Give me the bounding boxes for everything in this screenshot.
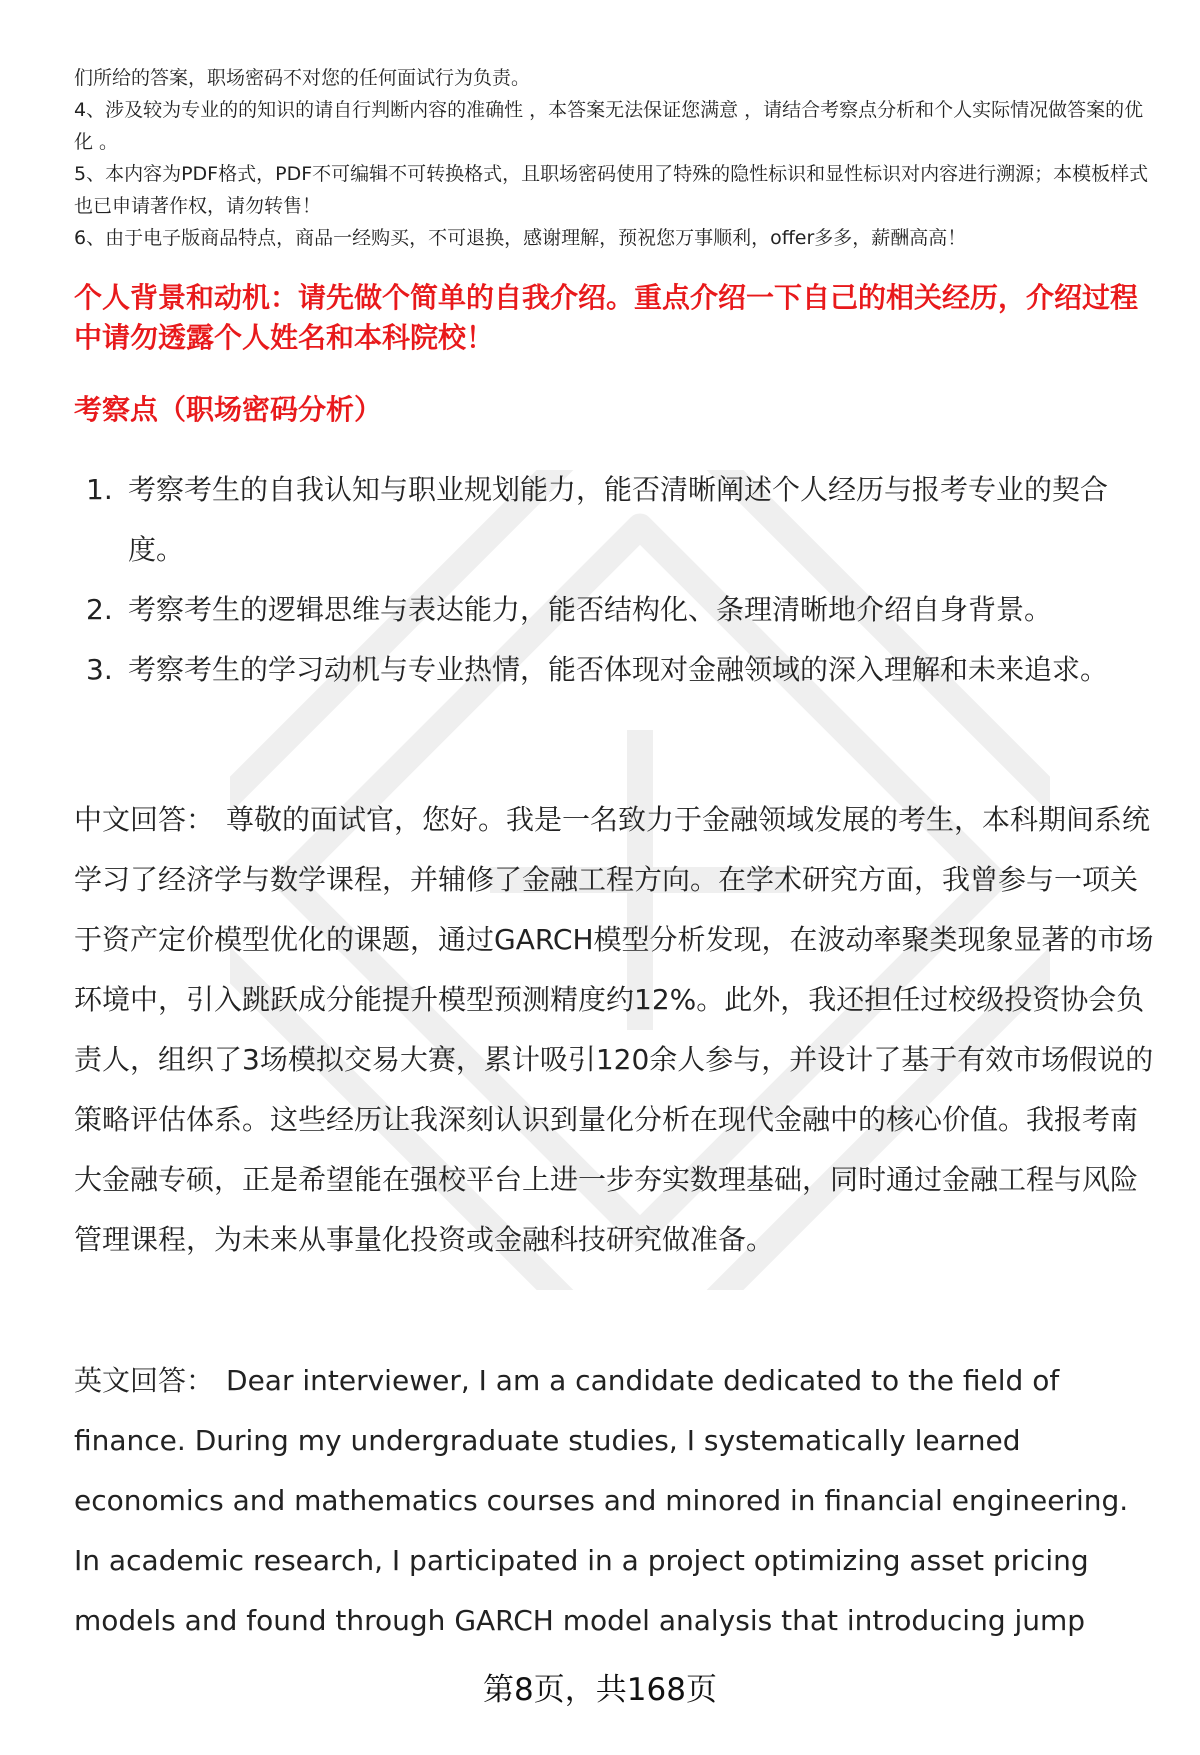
chinese-answer-text: 尊敬的面试官，您好。我是一名致力于金融领域发展的考生，本科期间系统学习了经济学与数学课程，并辅修了金融工程方向。在学术研究方面，我曾参与一项关于资产定价模型优化的课题，通过GARCH模型分析发现，在波动率聚类现象显著的市场环境中，引入跳跃成分能提升模型预测精度约12%。此外，我还担任过校级投资协会负责人，组织了3场模拟交易大赛，累计吸引120余人参与，并设计了基于有效市场假说的策略评估体系。这些经历让我深刻认识到量化分析在现代金融中的核心价值。我报考南大金融专硕，正是希望能在强校平台上进一步夯实数理基础，同时通过金融工程与风险管理课程，为未来从事量化投资或金融科技研究做准备。: [74, 803, 1154, 1256]
point-number: 2.: [86, 593, 113, 626]
point-number: 1.: [86, 473, 113, 506]
note-line: 4、涉及较为专业的的知识的请自行判断内容的准确性 ，本答案无法保证您满意 ，请结合考察点分析和个人实际情况做答案的优化 。: [74, 99, 1144, 153]
note-line: 5、本内容为PDF格式，PDF不可编辑不可转换格式，且职场密码使用了特殊的隐性标识和显性标识对内容进行溯源；本模板样式也已申请著作权，请勿转售！: [74, 163, 1149, 217]
note-line: 们所给的答案，职场密码不对您的任何面试行为负责。: [74, 67, 531, 89]
analysis-point: [74, 580, 1154, 640]
page-number-footer: 第8页，共168页: [483, 1672, 717, 1708]
chinese-answer-label: 中文回答：: [74, 803, 215, 836]
point-text: 考察考生的逻辑思维与表达能力，能否结构化、条理清晰地介绍自身背景。: [128, 593, 1053, 626]
analysis-title: 考察点（职场密码分析）: [74, 393, 383, 426]
analysis-point: [74, 640, 1154, 700]
interview-question: 个人背景和动机：请先做个简单的自我介绍。重点介绍一下自己的相关经历，介绍过程中请勿透露个人姓名和本科院校！: [74, 281, 1139, 354]
disclaimer-notes: [74, 62, 1154, 254]
english-answer: [74, 1351, 1159, 1651]
english-answer-text: Dear interviewer, I am a candidate dedicated to the field of finance. During my undergraduate studies, I systematically learned economics and mathematics courses and minored in financial engineering. In academic research, I participated in a project optimizing asset pricing models and found through GARCH model analysis that introducing jump: [74, 1364, 1129, 1637]
english-answer-label: 英文回答：: [74, 1364, 215, 1397]
point-text: 考察考生的学习动机与专业热情，能否体现对金融领域的深入理解和未来追求。: [128, 653, 1109, 686]
analysis-points: [74, 460, 1154, 700]
point-number: 3.: [86, 653, 113, 686]
analysis-point: [74, 460, 1154, 580]
chinese-answer: [74, 790, 1159, 1270]
note-line: 6、由于电子版商品特点，商品一经购买，不可退换，感谢理解，预祝您万事顺利，offer多多，薪酬高高！: [74, 227, 967, 249]
point-text: 考察考生的自我认知与职业规划能力，能否清晰阐述个人经历与报考专业的契合度。: [128, 473, 1109, 566]
